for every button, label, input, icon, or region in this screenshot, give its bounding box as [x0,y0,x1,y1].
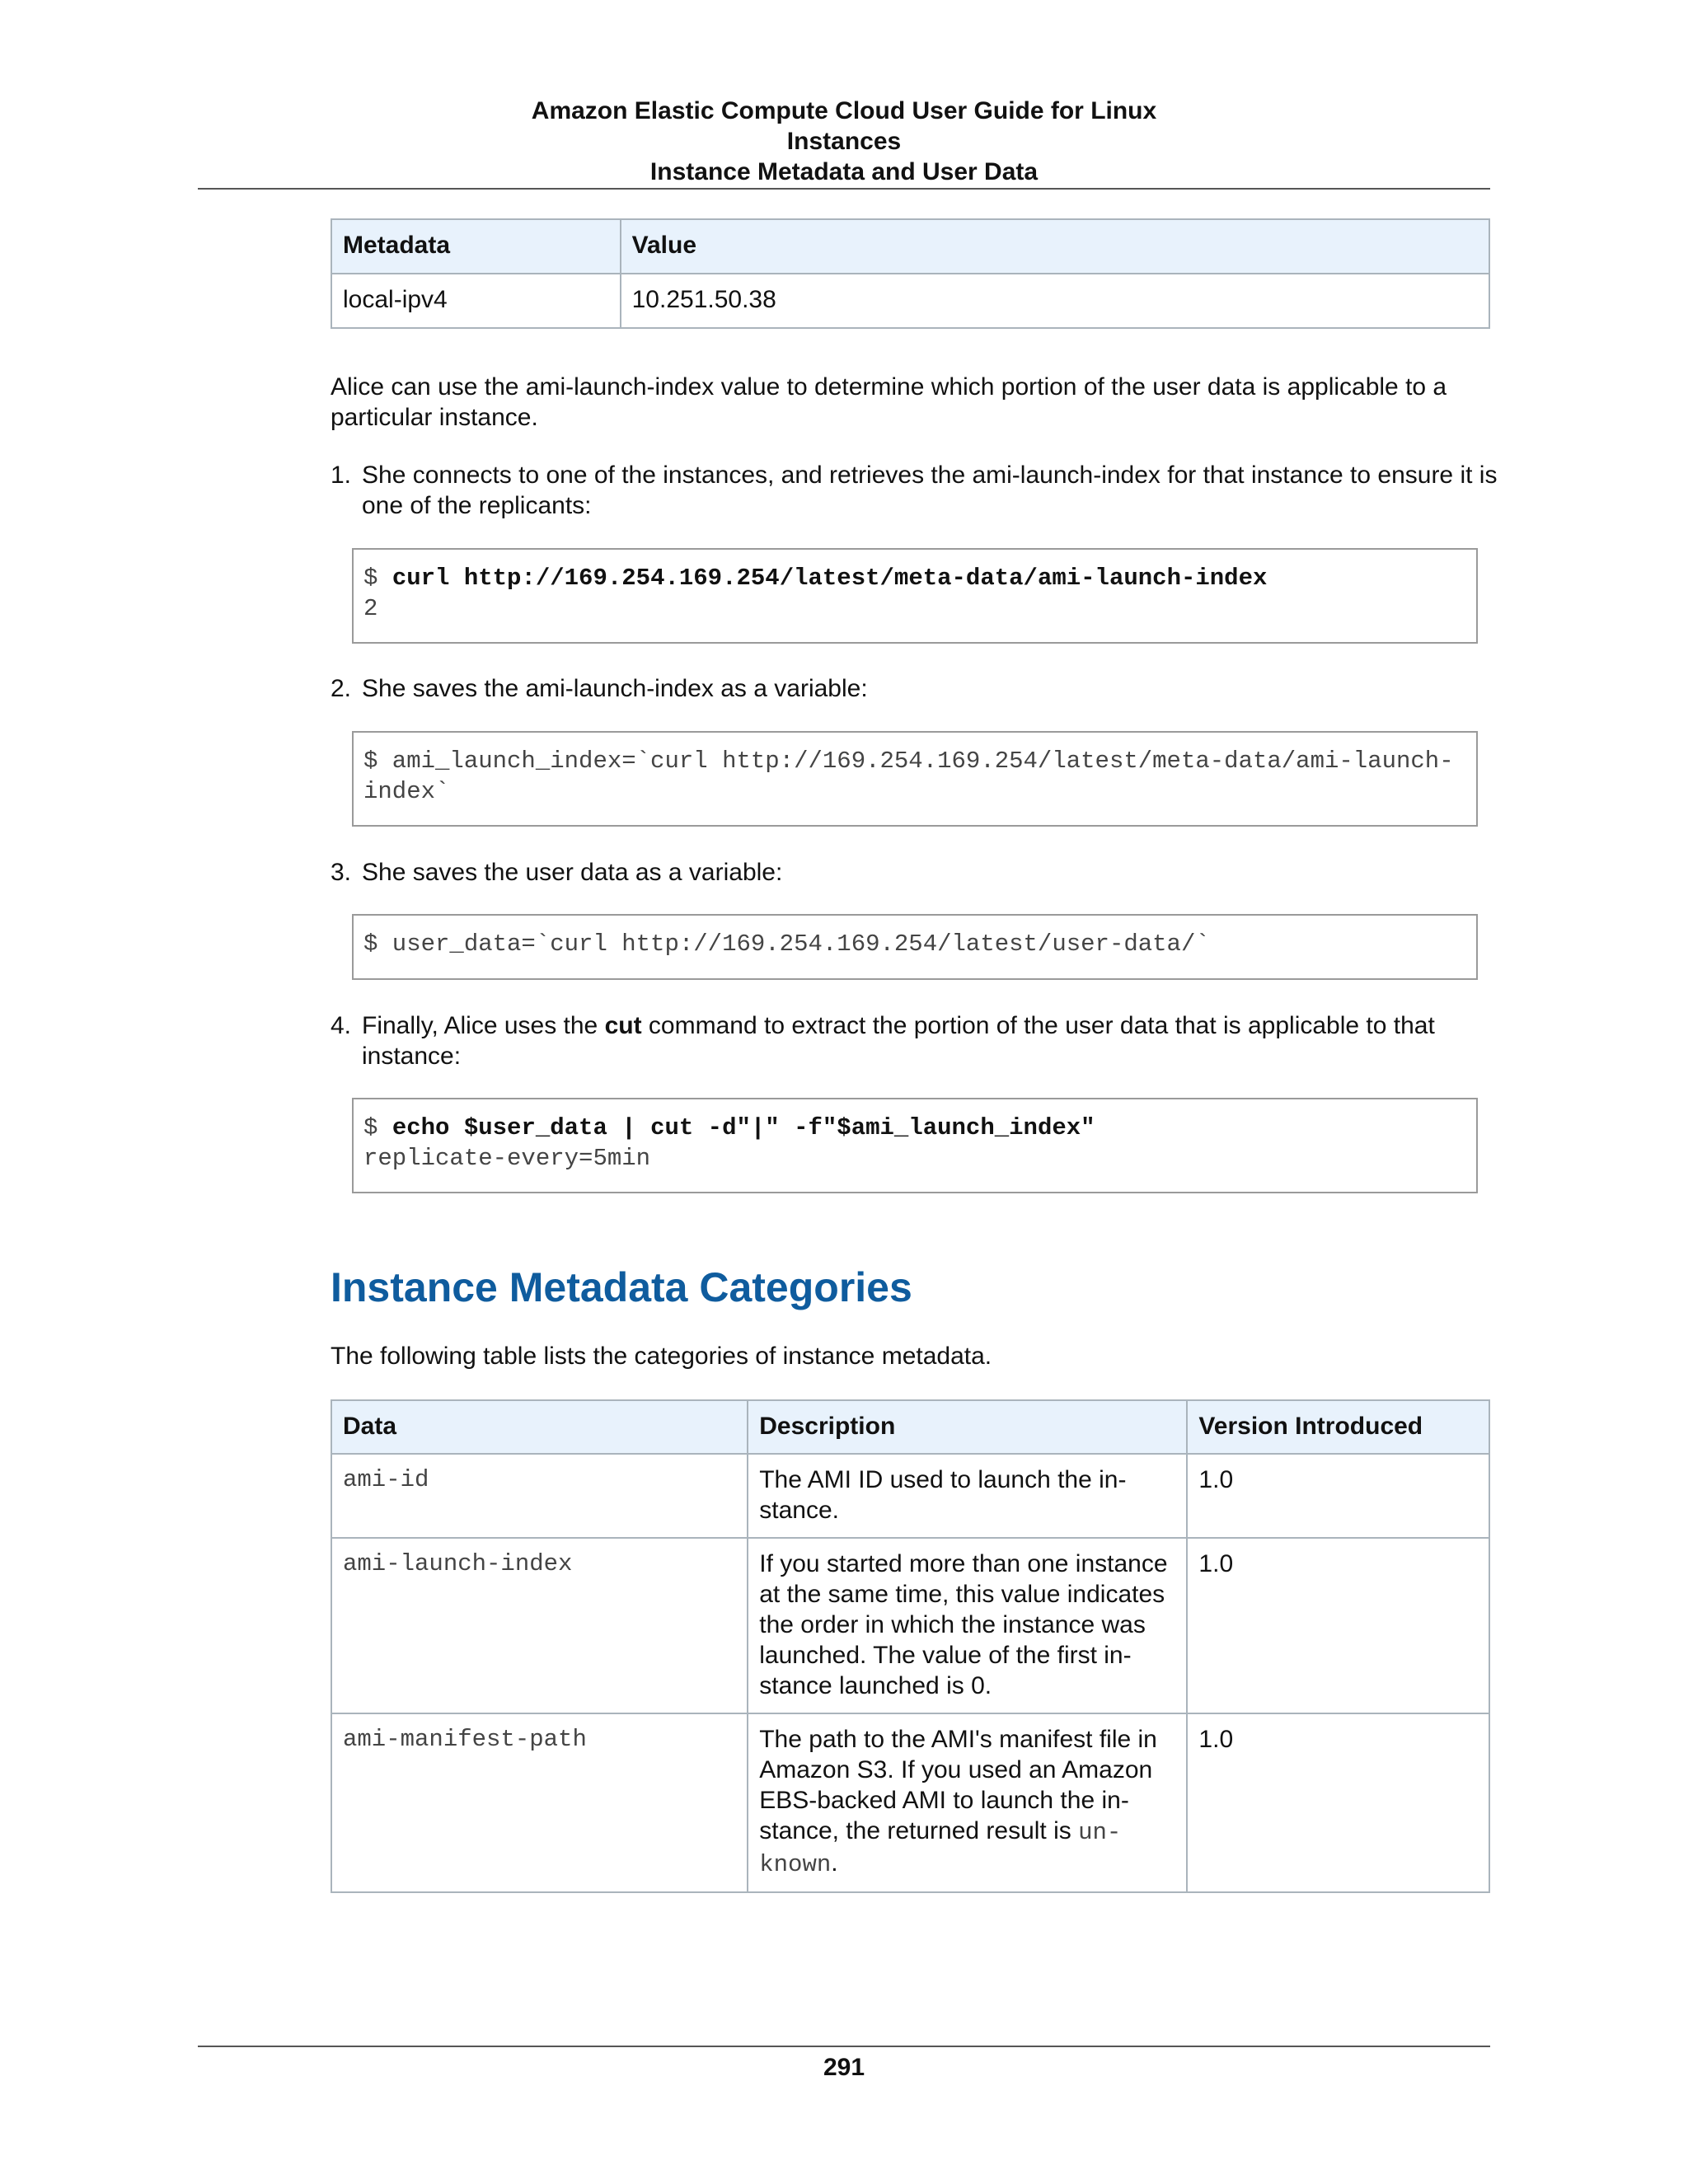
metadata-categories-table [331,1399,1490,1893]
shell-command: curl http://169.254.169.254/latest/meta-data/ami-launch-index [392,565,1268,592]
section-title: Instance Metadata and User Data [649,158,1039,185]
description-cell [748,1713,1187,1892]
guide-title: Amazon Elastic Compute Cloud User Guide for Linux [531,97,1157,124]
description-text: . [831,1849,838,1877]
step-number: 3. [331,859,352,886]
version-cell: 1.0 [1187,1713,1489,1892]
code-block-1 [352,548,1478,644]
cut-command-name: cut [604,1012,642,1039]
step-number: 4. [331,1012,352,1039]
column-header-description: Description [748,1400,1187,1454]
table-row [331,1454,1489,1538]
code-block-3 [352,914,1478,980]
shell-prompt: $ [363,1114,392,1141]
data-cell: ami-id [331,1454,748,1538]
code-line: index` [363,778,450,805]
description-text: The path to the AMI's manifest file in Amazon S3. If you used an Amazon EBS-backed AMI to launch the in-stance, the returned result is [759,1726,1157,1844]
step-text: She saves the user data as a variable: [362,859,783,886]
column-header-data: Data [331,1400,748,1454]
step-3 [331,857,1501,888]
step-text: She connects to one of the instances, and retrieves the ami-launch-index for that instance to ensure it is one of the replicants: [362,462,1498,519]
running-header [198,96,1490,187]
metadata-key-cell: local-ipv4 [331,274,621,328]
code-block-2 [352,731,1478,827]
table-row [331,1713,1489,1892]
code-line: $ user_data=`curl http://169.254.169.254/latest/user-data/` [363,930,1210,958]
column-header-version: Version Introduced [1187,1400,1489,1454]
data-cell: ami-manifest-path [331,1713,748,1892]
version-cell: 1.0 [1187,1454,1489,1538]
table-row [331,274,1489,328]
description-cell: The AMI ID used to launch the in-stance. [748,1454,1187,1538]
metadata-value-table [331,218,1490,329]
step-number: 2. [331,675,352,702]
command-output: 2 [363,595,378,622]
shell-command: echo $user_data | cut -d"|" -f"$ami_launch_index" [392,1114,1095,1141]
footer-divider [198,2046,1490,2047]
step-1 [331,460,1501,521]
metadata-value-cell: 10.251.50.38 [621,274,1489,328]
step-number: 1. [331,462,352,489]
header-divider [198,188,1490,190]
step-4 [331,1010,1501,1071]
chapter-title: Instances [786,128,902,155]
step-text: She saves the ami-launch-index as a variable: [362,675,868,702]
step-text-part: Finally, Alice uses the [362,1012,605,1039]
step-text-part: command to extract the portion of the user data that is applicable to that instance: [362,1012,1435,1070]
table-row [331,1538,1489,1713]
intro-paragraph: Alice can use the ami-launch-index value to determine which portion of the user data is applicable to a particular instance. [331,373,1447,431]
step-text [362,1010,1501,1071]
data-cell: ami-launch-index [331,1538,748,1713]
inline-code: un-known [759,1819,1122,1878]
table-header-row [331,219,1489,274]
column-header-value: Value [621,219,1489,274]
page-number: 291 [823,2054,865,2081]
shell-prompt: $ [363,565,392,592]
column-header-metadata: Metadata [331,219,621,274]
table-header-row [331,1400,1489,1454]
command-output: replicate-every=5min [363,1145,651,1172]
version-cell: 1.0 [1187,1538,1489,1713]
code-line: $ ami_launch_index=`curl http://169.254.169.254/latest/meta-data/ami-launch- [363,748,1454,775]
step-2 [331,673,1501,704]
code-block-4 [352,1098,1478,1193]
description-cell: If you started more than one instance at the same time, this value indicates the order in which the instance was launched. The value of the first in-stance launched is 0. [748,1538,1187,1713]
section-heading: Instance Metadata Categories [331,1264,912,1310]
section-intro: The following table lists the categories of instance metadata. [331,1343,992,1370]
